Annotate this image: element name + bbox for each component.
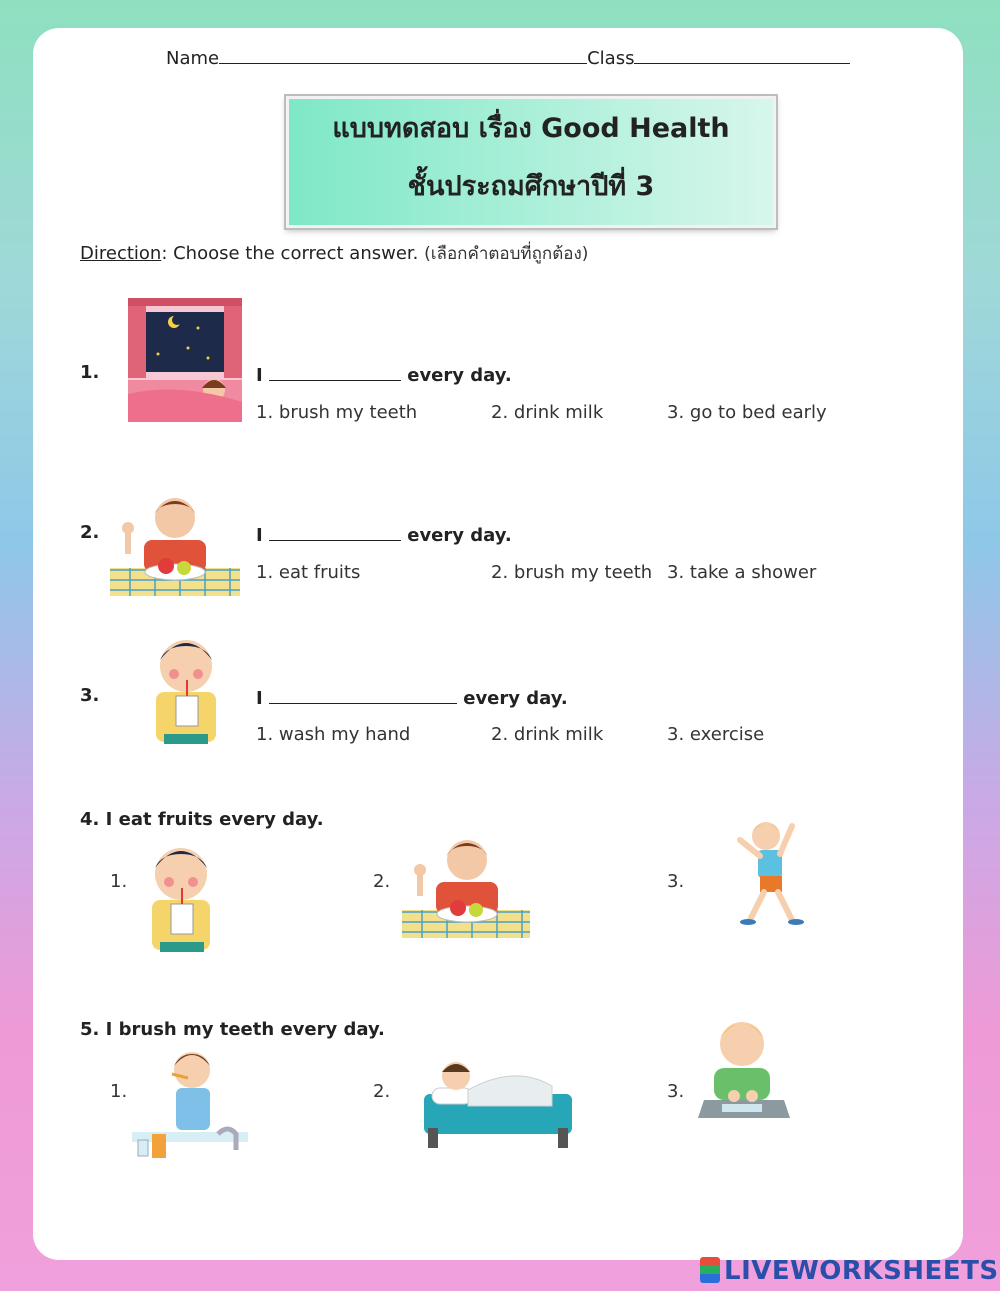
q5-choice-1-label: 1. — [110, 1081, 128, 1102]
direction — [80, 240, 588, 267]
q4-choice-1-image[interactable] — [132, 840, 228, 952]
q5-choice-2-label: 2. — [373, 1081, 391, 1102]
q3-option-2[interactable]: 2. drink milk — [491, 724, 604, 745]
name-input-line[interactable] — [219, 47, 587, 64]
q5-choice-1-image[interactable] — [132, 1044, 252, 1160]
q4-choice-2-label: 2. — [373, 871, 391, 892]
title-box — [286, 96, 776, 228]
q1-blank[interactable] — [269, 362, 401, 381]
q2-prompt: I every day. — [256, 522, 512, 546]
q5-choice-3-label: 3. — [667, 1081, 685, 1102]
direction-label: Direction — [80, 243, 162, 264]
q3-blank[interactable] — [269, 685, 457, 704]
q3-number: 3. — [80, 685, 100, 706]
q4-prompt: 4. I eat fruits every day. — [80, 809, 324, 830]
q1-option-1[interactable]: 1. brush my teeth — [256, 402, 418, 423]
class-input-line[interactable] — [634, 47, 850, 64]
q5-prompt: 5. I brush my teeth every day. — [80, 1019, 385, 1040]
q4-choice-3-image[interactable] — [726, 816, 822, 928]
q1-number: 1. — [80, 362, 100, 383]
q3-option-1[interactable]: 1. wash my hand — [256, 724, 411, 745]
name-label: Name — [166, 48, 220, 69]
direction-text: : Choose the correct answer. — [161, 243, 425, 264]
q5-choice-2-image[interactable] — [424, 1050, 572, 1148]
class-label: Class — [587, 48, 635, 69]
q2-option-2[interactable]: 2. brush my teeth — [491, 562, 653, 583]
boy-drinking-milk-image — [134, 630, 234, 744]
q4-choice-3-label: 3. — [667, 871, 685, 892]
q3-prompt: I every day. — [256, 685, 568, 709]
q1-option-2[interactable]: 2. drink milk — [491, 402, 604, 423]
direction-thai: (เลือกคำตอบที่ถูกต้อง) — [424, 244, 589, 264]
liveworksheets-logo: LIVEWORKSHEETS — [700, 1256, 999, 1286]
girl-sleeping-image — [128, 298, 242, 422]
q4-choice-1-label: 1. — [110, 871, 128, 892]
title-line-1: แบบทดสอบ เรื่อง Good Health — [332, 113, 730, 144]
q2-blank[interactable] — [269, 522, 401, 541]
q1-option-3[interactable]: 3. go to bed early — [667, 402, 827, 423]
q3-option-3[interactable]: 3. exercise — [667, 724, 765, 745]
name-class-line — [166, 47, 850, 69]
q2-number: 2. — [80, 522, 100, 543]
liveworksheets-icon — [700, 1257, 720, 1283]
title-line-2: ชั้นประถมศึกษาปีที่ 3 — [407, 171, 655, 202]
boy-eating-image — [110, 490, 240, 598]
q4-choice-2-image[interactable] — [402, 834, 530, 940]
q2-option-1[interactable]: 1. eat fruits — [256, 562, 361, 583]
q5-choice-3-image[interactable] — [696, 1016, 792, 1120]
q1-prompt: I every day. — [256, 362, 512, 386]
q2-option-3[interactable]: 3. take a shower — [667, 562, 817, 583]
